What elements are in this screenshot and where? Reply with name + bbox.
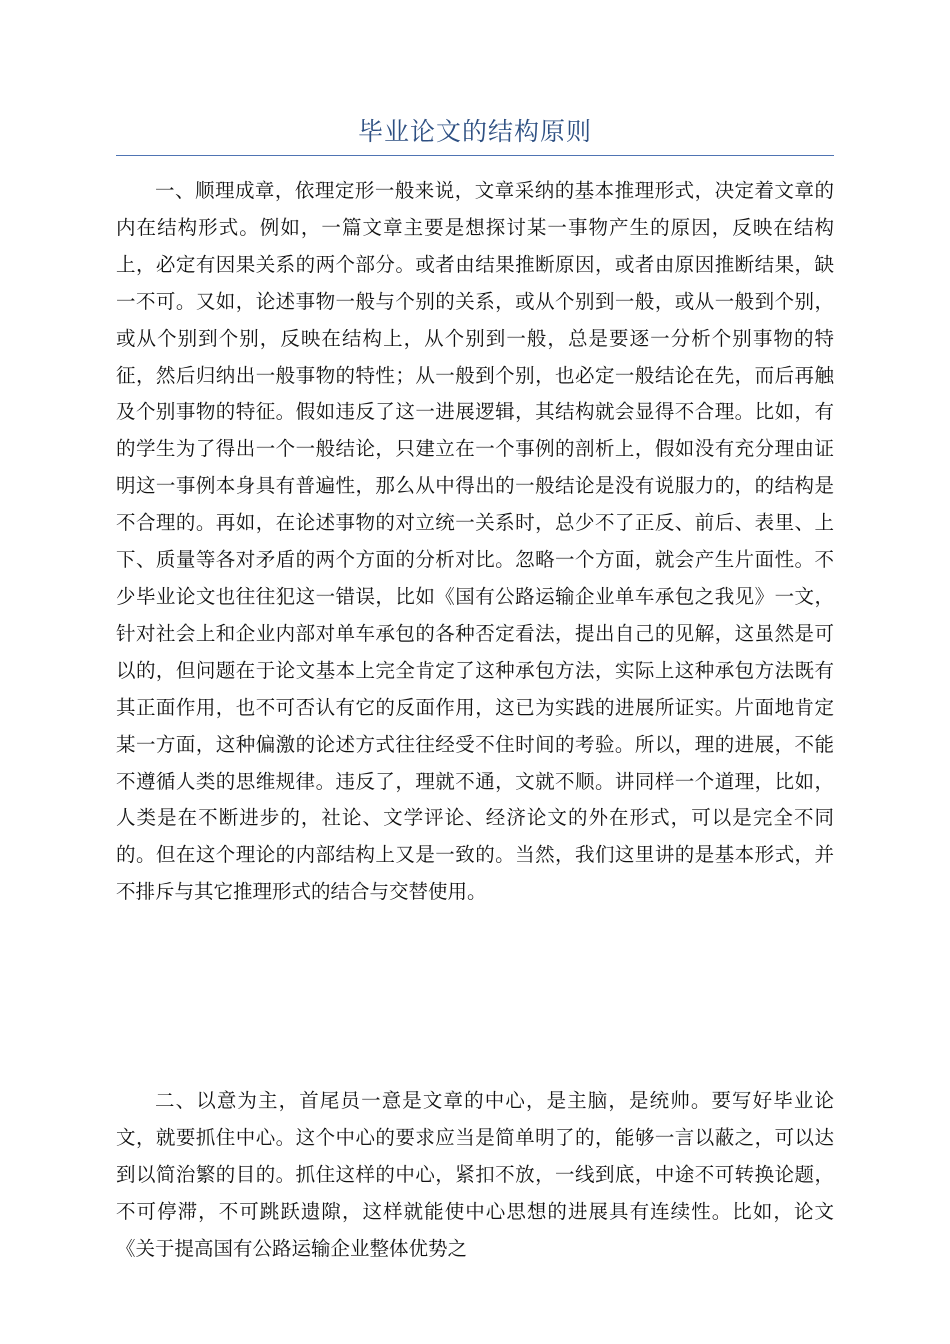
paragraph-1: 一、顺理成章，依理定形一般来说，文章采纳的基本推理形式，决定着文章的内在结构形式。例如，一篇文章主要是想探讨某一事物产生的原因，反映在结构上，必定有因果关系的两个部分。或者由结果推断原因，或者由原因推断结果，缺一不可。又如，论述事物一般与个别的关系，或从个别到一般，或从一般到个别，或从个别到个别，反映在结构上，从个别到一般，总是要逐一分析个别事物的特征，然后归纳出一般事物的特性；从一般到个别，也必定一般结论在先，而后再触及个别事物的特征。假如违反了这一进展逻辑，其结构就会显得不合理。比如，有的学生为了得出一个一般结论，只建立在一个事例的剖析上，假如没有充分理由证明这一事例本身具有普遍性，那么从中得出的一般结论是没有说服力的，的结构是不合理的。再如，在论述事物的对立统一关系时，总少不了正反、前后、表里、上下、质量等各对矛盾的两个方面的分析对比。忽略一个方面，就会产生片面性。不少毕业论文也往往犯这一错误，比如《国有公路运输企业单车承包之我见》一文，针对社会上和企业内部对单车承包的各种否定看法，提出自己的见解，这虽然是可以的，但问题在于论文基本上完全肯定了这种承包方法，实际上这种承包方法既有其正面作用，也不可否认有它的反面作用，这已为实践的进展所证实。片面地肯定某一方面，这种偏激的论述方式往往经受不住时间的考验。所以，理的进展，不能不遵循人类的思维规律。违反了，理就不通，文就不顺。讲同样一个道理，比如，人类是在不断进步的，社论、文学评论、经济论文的外在形式，可以是完全不同的。但在这个理论的内部结构上又是一致的。当然，我们这里讲的是基本形式，并不排斥与其它推理形式的结合与交替使用。 bbox=[116, 179, 834, 904]
title-underline bbox=[116, 155, 834, 156]
paragraph-2: 二、以意为主，首尾员一意是文章的中心，是主脑，是统帅。要写好毕业论文，就要抓住中心。这个中心的要求应当是简单明了的，能够一言以蔽之，可以达到以简治繁的目的。抓住这样的中心，紧扣不放，一线到底，中途不可转换论题，不可停滞，不可跳跃遗隙，这样就能使中心思想的进展具有连续性。比如，论文《关于提高国有公路运输企业整体优势之 bbox=[116, 1089, 834, 1260]
document-title: 毕业论文的结构原则 bbox=[357, 117, 592, 146]
